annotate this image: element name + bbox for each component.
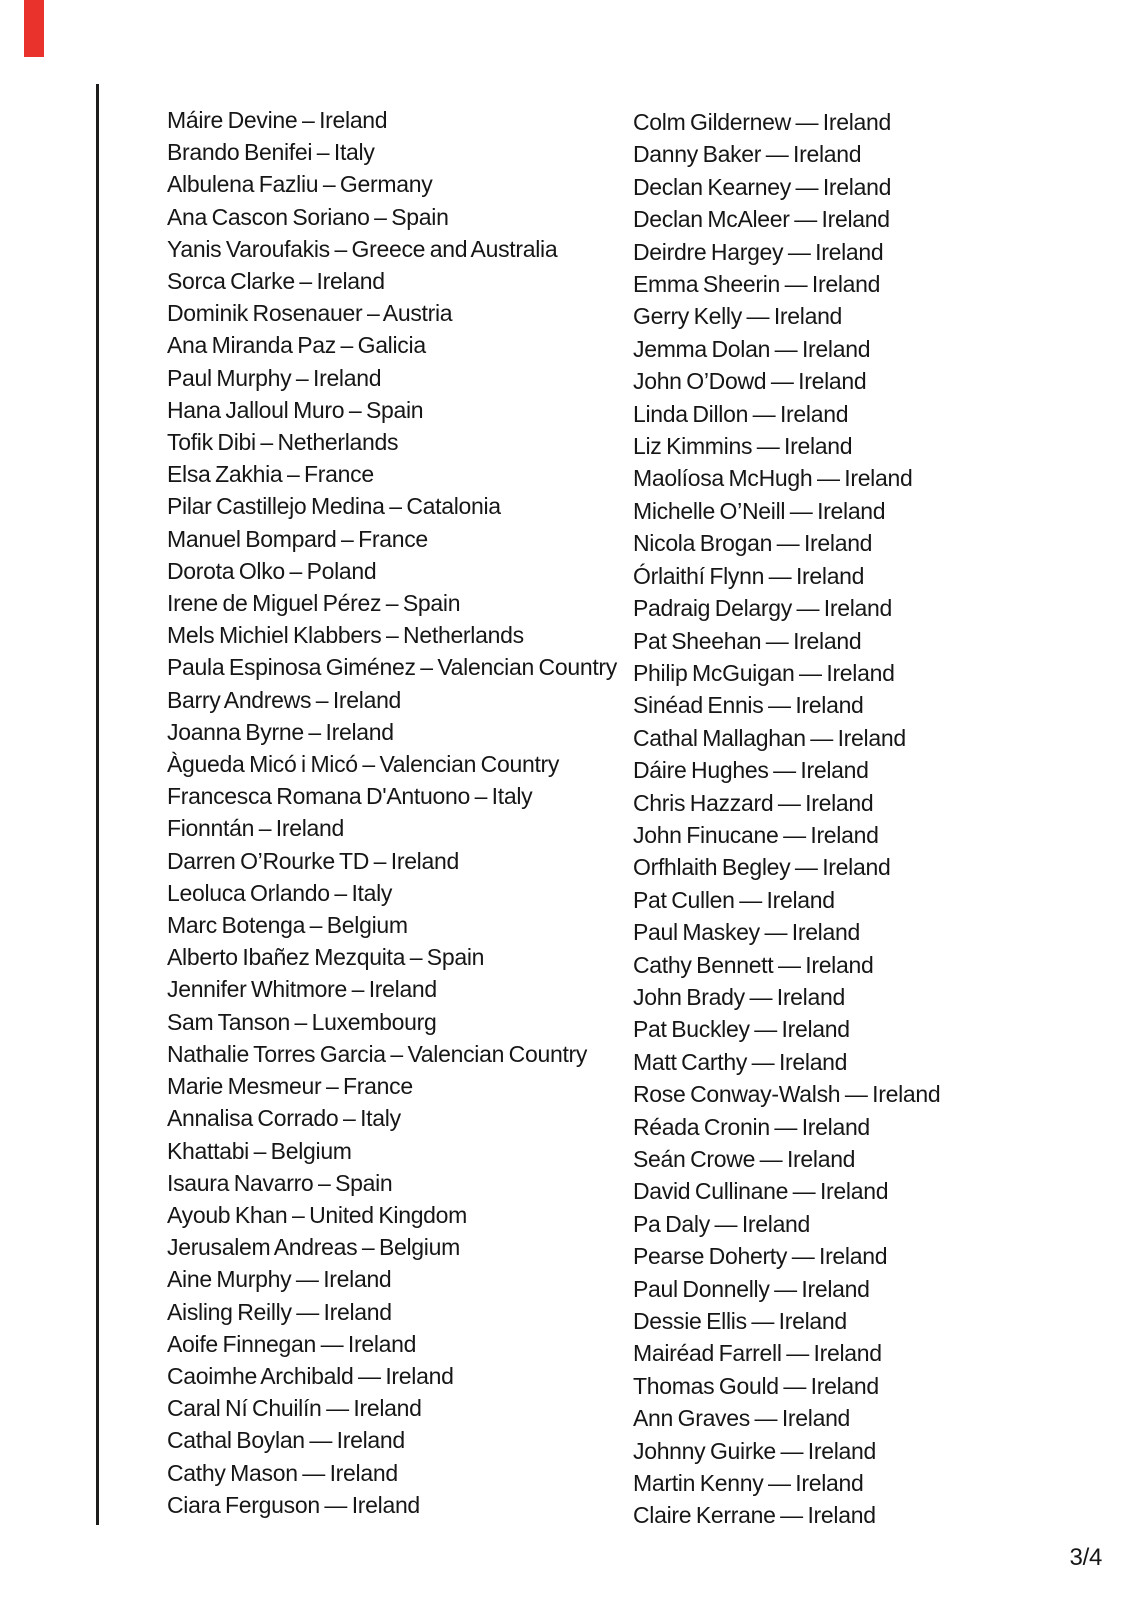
signatory-item: Sam Tanson – Luxembourg [167,1008,437,1035]
signatory-item: Danny Baker — Ireland [633,141,862,168]
signatory-item: Declan Kearney — Ireland [633,173,892,200]
signatory-item: Pat Cullen — Ireland [633,886,835,913]
signatory-item: Nicola Brogan — Ireland [633,530,873,557]
signatory-item: Annalisa Corrado – Italy [167,1105,401,1132]
signatory-item: Paul Murphy – Ireland [167,364,382,391]
signatory-item: Isaura Navarro – Spain [167,1169,393,1196]
signatory-item: David Cullinane — Ireland [633,1178,889,1205]
signatory-item: Dominik Rosenauer – Austria [167,300,453,327]
signatory-item: Ann Graves — Ireland [633,1405,851,1432]
signatory-item: Gerry Kelly — Ireland [633,303,843,330]
signatory-item: Seán Crowe — Ireland [633,1146,856,1172]
signatory-item: Aisling Reilly — Ireland [167,1298,392,1325]
signatory-item: Pearse Doherty — Ireland [633,1243,888,1270]
signatory-item: Caoimhe Archibald — Ireland [167,1362,454,1389]
signatory-item: Fionntán – Ireland [167,815,345,842]
signatory-item: Máire Devine – Ireland [167,107,388,133]
signatory-item: Dessie Ellis — Ireland [633,1308,847,1335]
signatory-item: Padraig Delargy — Ireland [633,595,893,622]
signatory-item: Orfhlaith Begley — Ireland [633,854,891,881]
signatory-item: Pilar Castillejo Medina – Catalonia [167,493,501,520]
signatory-item: Cathal Boylan — Ireland [167,1427,405,1454]
signatory-item: Aine Murphy — Ireland [167,1266,392,1293]
red-accent-mark [24,0,44,57]
signatory-item: Michelle O’Neill — Ireland [633,497,886,524]
signatory-item: John Brady — Ireland [633,983,845,1010]
signatory-item: Colm Gildernew — Ireland [633,109,892,135]
signatory-item: Nathalie Torres Garcia – Valencian Country [167,1040,588,1067]
signatory-item: Aoife Finnegan — Ireland [167,1330,417,1357]
signatory-item: Cathy Bennett — Ireland [633,951,874,978]
signatory-item: Irene de Miguel Pérez – Spain [167,590,461,617]
signatories-left-column [167,104,617,1521]
signatory-item: Cathal Mallaghan — Ireland [633,724,906,751]
signatory-item: Manuel Bompard – France [167,525,428,552]
signatory-item: Alberto Ibañez Mezquita – Spain [167,944,485,971]
signatory-item: Barry Andrews – Ireland [167,686,402,713]
signatory-item: Marie Mesmeur – France [167,1073,413,1100]
signatory-item: Martin Kenny — Ireland [633,1470,864,1497]
signatory-item: Órlaithí Flynn — Ireland [633,562,865,589]
signatory-item: Caral Ní Chuilín — Ireland [167,1395,422,1422]
signatory-item: Chris Hazzard — Ireland [633,789,874,816]
signatory-item: Francesca Romana D'Antuono – Italy [167,783,533,810]
signatory-item: Declan McAleer — Ireland [633,206,890,233]
signatory-item: Pa Daly — Ireland [633,1210,811,1237]
signatory-item: Ciara Ferguson — Ireland [167,1491,420,1518]
signatory-item: Matt Carthy — Ireland [633,1048,848,1075]
signatory-item: Réada Cronin — Ireland [633,1113,870,1140]
signatory-item: Pat Sheehan — Ireland [633,627,862,654]
signatory-item: Philip McGuigan — Ireland [633,659,895,686]
signatory-item: Johnny Guirke — Ireland [633,1437,877,1464]
signatory-item: Ana Miranda Paz – Galicia [167,332,426,359]
signatory-item: Àgueda Micó i Micó – Valencian Country [167,751,560,778]
signatory-item: Leoluca Orlando – Italy [167,879,393,906]
signatory-item: John O’Dowd — Ireland [633,368,867,395]
signatories-right-column [633,106,940,1532]
signatory-item: Thomas Gould — Ireland [633,1372,879,1399]
signatory-item: Sinéad Ennis — Ireland [633,692,864,719]
signatory-item: Paul Donnelly — Ireland [633,1275,870,1302]
signatory-item: Darren O’Rourke TD – Ireland [167,847,459,874]
signatory-item: Paul Maskey — Ireland [633,919,860,946]
signatory-item: Hana Jalloul Muro – Spain [167,396,424,423]
page-number: 3/4 [1069,1544,1102,1571]
signatory-item: Jerusalem Andreas – Belgium [167,1234,460,1261]
signatory-item: Tofik Dibi – Netherlands [167,429,399,456]
signatory-item: Linda Dillon — Ireland [633,400,849,427]
signatory-item: Khattabi – Belgium [167,1137,352,1164]
signatory-item: Brando Benifei – Italy [167,139,375,166]
signatory-item: Sorca Clarke – Ireland [167,268,385,295]
signatory-item: Mels Michiel Klabbers – Netherlands [167,622,524,649]
signatory-item: Jennifer Whitmore – Ireland [167,976,437,1003]
signatory-item: Ayoub Khan – United Kingdom [167,1201,468,1228]
signatory-item: Albulena Fazliu – Germany [167,171,433,198]
signatory-item: Paula Espinosa Giménez – Valencian Country [167,654,617,681]
signatory-item: Claire Kerrane — Ireland [633,1502,876,1529]
signatory-item: Dorota Olko – Poland [167,557,377,584]
signatory-item: John Finucane — Ireland [633,821,879,848]
signatory-item: Ana Cascon Soriano – Spain [167,203,449,230]
signatory-item: Joanna Byrne – Ireland [167,718,394,745]
signatory-item: Dáire Hughes — Ireland [633,757,869,784]
signatory-item: Pat Buckley — Ireland [633,1016,850,1043]
signatory-item: Yanis Varoufakis – Greece and Australia [167,235,558,262]
signatory-item: Maolíosa McHugh — Ireland [633,465,913,492]
signatory-item: Cathy Mason — Ireland [167,1459,398,1486]
signatory-item: Jemma Dolan — Ireland [633,335,871,362]
signatory-item: Deirdre Hargey — Ireland [633,238,884,265]
signatory-item: Liz Kimmins — Ireland [633,433,853,460]
signatory-item: Mairéad Farrell — Ireland [633,1340,882,1367]
signatory-item: Marc Botenga – Belgium [167,912,408,939]
left-margin-rule [96,84,99,1525]
signatory-item: Emma Sheerin — Ireland [633,271,881,298]
signatory-item: Elsa Zakhia – France [167,461,374,488]
signatory-item: Rose Conway-Walsh — Ireland [633,1081,941,1108]
